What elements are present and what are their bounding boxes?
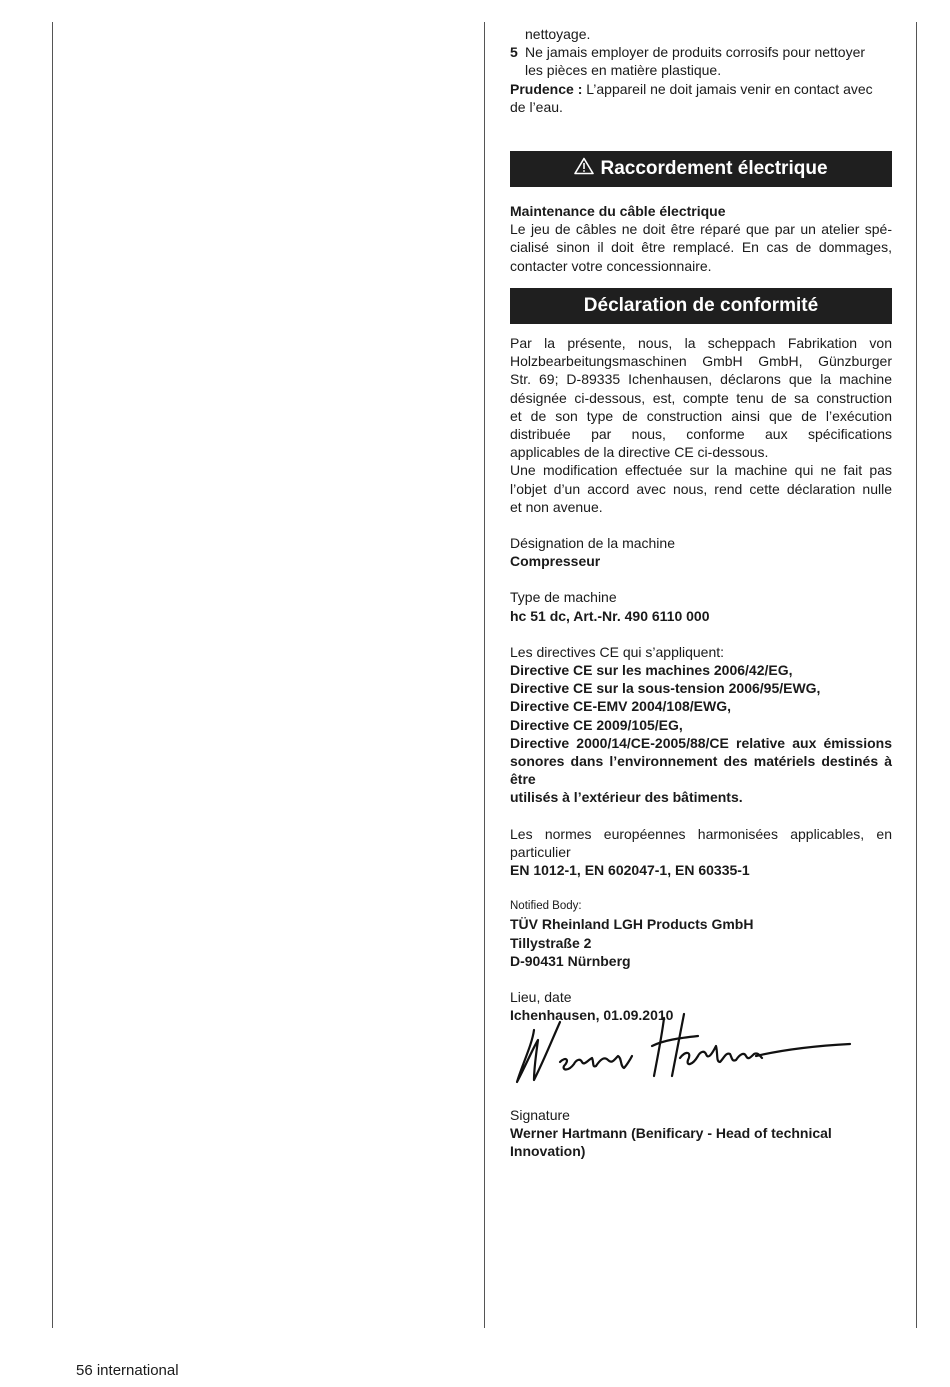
norms-value: EN 1012-1, EN 602047-1, EN 60335-1 — [510, 862, 750, 879]
column-divider-line — [484, 22, 485, 1328]
section-title: Déclaration de conformité — [583, 295, 819, 316]
directives-label: Les directives CE qui s’appliquent: — [510, 643, 725, 660]
notified-body-name: TÜV Rheinland LGH Products GmbH — [510, 916, 754, 933]
list-item-line: Ne jamais employer de produits corrosifs pour nettoyer — [525, 44, 866, 61]
directive-line: sonores dans l’environnement des matériels destinés à être — [510, 753, 892, 788]
declaration-paragraph — [510, 334, 892, 461]
right-margin-line — [916, 22, 917, 1328]
handwritten-signature — [512, 1010, 857, 1090]
list-item-5 — [510, 43, 892, 79]
paragraph-line: désignée ci-dessous, est, compte tenu de sa construction — [510, 389, 892, 406]
caution-text: L’appareil ne doit jamais venir en contact avec — [582, 80, 873, 97]
directive-line: Directive CE 2009/105/EG, — [510, 716, 683, 733]
notified-body-label: Notified Body: — [510, 900, 582, 913]
paragraph-line: Une modification effectuée sur la machine qui ne fait pas — [510, 462, 892, 479]
machine-label: Désignation de la machine — [510, 535, 675, 552]
list-item-line: les pièces en matière plastique. — [525, 62, 722, 79]
caution-text-line2: de l’eau. — [510, 98, 563, 115]
caution-note — [510, 80, 892, 98]
body-line: Le jeu de câbles ne doit être réparé que par un atelier spé- — [510, 221, 892, 238]
signature-block — [510, 1106, 892, 1161]
directive-line: Directive CE sur les machines 2006/42/EG, — [510, 662, 793, 679]
subheading: Maintenance du câble électrique — [510, 203, 726, 219]
paragraph-line: et de son type de construction ainsi que de l’exécution — [510, 407, 892, 424]
body-line: contacter votre concessionnaire. — [510, 257, 712, 274]
paragraph-line: l’objet d’un accord avec nous, rend cette déclaration nulle — [510, 480, 892, 497]
place-date-label: Lieu, date — [510, 989, 572, 1006]
section-header-conformity — [510, 288, 892, 324]
notified-body-city: D-90431 Nürnberg — [510, 952, 631, 969]
paragraph-line: distribuée par nous, conforme aux spécifications — [510, 426, 892, 443]
paragraph-line: applicables de la directive CE ci-dessous. — [510, 444, 769, 461]
type-value: hc 51 dc, Art.-Nr. 490 6110 000 — [510, 607, 710, 624]
conformity-section-body — [510, 334, 892, 1025]
cleaning-instructions — [510, 25, 892, 116]
body-line: cialisé sinon il doit être remplacé. En cas de dommages, — [510, 239, 892, 256]
machine-value: Compresseur — [510, 553, 601, 570]
electric-section-body — [510, 202, 892, 275]
paragraph-line: Holzbearbeitungsmaschinen GmbH GmbH, Günzburger — [510, 353, 892, 370]
directive-line: utilisés à l’extérieur des bâtiments. — [510, 789, 743, 806]
left-margin-line — [52, 22, 53, 1328]
section-title: Raccordement électrique — [600, 158, 828, 179]
continued-text: nettoyage. — [525, 26, 591, 42]
warning-triangle-icon — [574, 157, 600, 181]
modification-paragraph — [510, 461, 892, 516]
section-header-electric — [510, 151, 892, 187]
signatory-name: Werner Hartmann (Benificary - Head of technical Innovation) — [510, 1125, 832, 1160]
place-date-value: Ichenhausen, 01.09.2010 — [510, 1007, 674, 1024]
norms-label-line2: particulier — [510, 843, 571, 860]
paragraph-line: Str. 69; D-89335 Ichenhausen, déclarons que la machine — [510, 371, 892, 388]
directive-line: Directive CE sur la sous-tension 2006/95/EWG, — [510, 680, 821, 697]
caution-label: Prudence : — [510, 80, 583, 97]
signature-label: Signature — [510, 1107, 570, 1123]
page-footer: 56 international — [76, 1362, 179, 1379]
paragraph-line: Par la présente, nous, la scheppach Fabrikation von — [510, 335, 892, 351]
notified-body-street: Tillystraße 2 — [510, 934, 592, 951]
paragraph-line: et non avenue. — [510, 498, 603, 515]
directive-line: Directive 2000/14/CE-2005/88/CE relative aux émissions — [510, 734, 892, 751]
type-label: Type de machine — [510, 589, 617, 606]
norms-label: Les normes européennes harmonisées applicables, en — [510, 825, 892, 842]
list-number: 5 — [510, 44, 518, 61]
directive-line: Directive CE-EMV 2004/108/EWG, — [510, 698, 731, 715]
